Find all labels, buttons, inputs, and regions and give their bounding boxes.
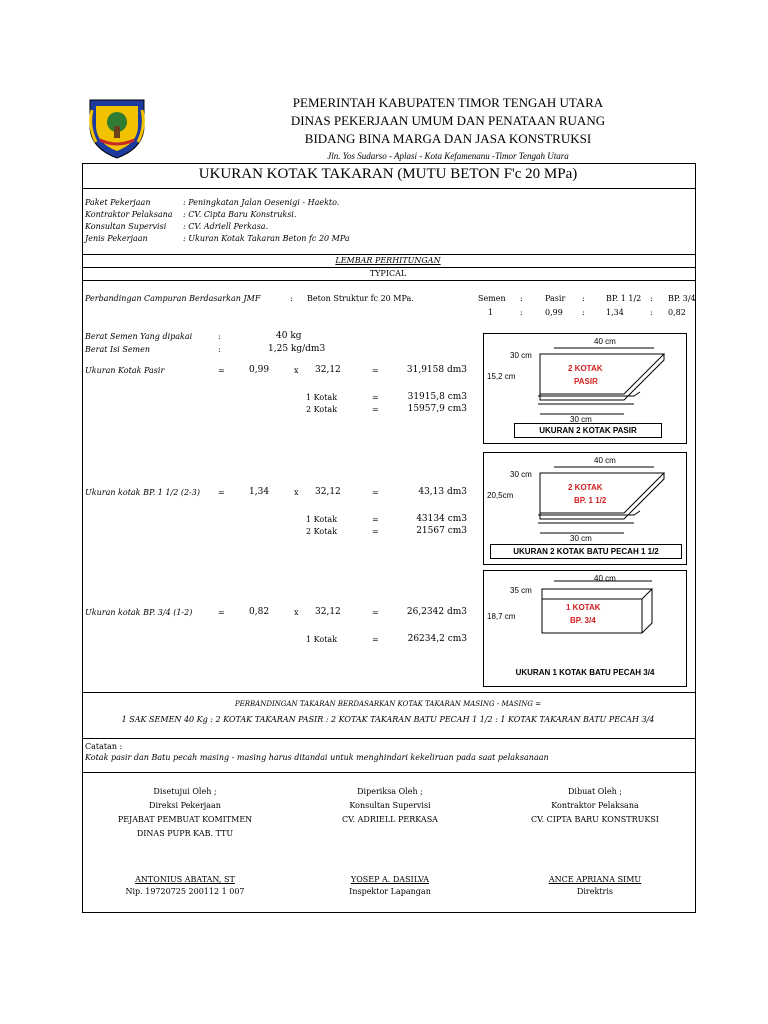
dimension-length: 40 cm — [594, 574, 616, 583]
dimension-width: 30 cm — [510, 470, 532, 479]
cement-weight-label: Berat Semen Yang dipakai — [85, 332, 193, 341]
calc-operator: x — [294, 608, 299, 617]
cement-weight-value: 40 kg — [276, 331, 302, 341]
cement-density-label: Berat Isi Semen — [85, 345, 151, 354]
calc-equals: = — [372, 405, 379, 414]
info-label: Jenis Pekerjaan — [85, 234, 148, 243]
signature-position: Konsultan Supervisi — [349, 801, 431, 810]
box-label: 2 KOTAK — [568, 364, 603, 373]
signature-org: PEJABAT PEMBUAT KOMITMEN — [117, 815, 253, 824]
signature-role: Diperiksa Oleh ; — [357, 787, 423, 796]
ratio-header: : — [582, 294, 585, 303]
signature-name: YOSEP A. DASILVA — [350, 875, 430, 884]
regency-logo — [86, 96, 148, 160]
dimension-height: 20,5cm — [487, 491, 514, 500]
calc-operator: x — [294, 488, 299, 497]
ratio-header: : — [650, 294, 653, 303]
box-diagram — [483, 333, 687, 444]
calc-equals: = — [372, 366, 379, 375]
cement-weight-colon: : — [218, 332, 221, 341]
signature-position: Direksi Pekerjaan — [149, 801, 221, 810]
ratio-header: BP. 1 1/2 — [606, 294, 642, 303]
calc-equals: = — [372, 515, 379, 524]
ratio-cell: 1 — [488, 308, 494, 317]
calc-factor: 1,34 — [249, 487, 270, 497]
box-diagram — [483, 570, 687, 687]
calc-box-value: 15957,9 cm3 — [407, 404, 467, 414]
header-line3: BIDANG BINA MARGA DAN JASA KONSTRUKSI — [304, 131, 592, 146]
ratio-cell: : — [520, 308, 523, 317]
calc-box-label: 2 Kotak — [306, 405, 338, 414]
calc-box-value: 26234,2 cm3 — [407, 634, 467, 644]
ratio-cell: 0,99 — [545, 308, 563, 317]
dimension-width: 35 cm — [510, 586, 532, 595]
summary-heading: PERBANDINGAN TAKARAN BERDASARKAN KOTAK TAKARAN MASING - MASING = — [234, 700, 542, 708]
calc-equals: = — [372, 488, 379, 497]
calc-equals: = — [218, 488, 225, 497]
header-line1: PEMERINTAH KABUPATEN TIMOR TENGAH UTARA — [292, 95, 604, 110]
calc-equals: = — [372, 527, 379, 536]
calc-equals: = — [372, 608, 379, 617]
calc-box-value: 43134 cm3 — [416, 514, 467, 524]
sheet-subtitle: TYPICAL — [369, 269, 407, 278]
signature-role: Disetujui Oleh ; — [153, 787, 217, 796]
dimension-length: 40 cm — [594, 337, 616, 346]
calc-result: 43,13 dm3 — [418, 487, 467, 497]
signature-position: Kontraktor Pelaksana — [551, 801, 639, 810]
info-label: Paket Pekerjaan — [85, 198, 151, 207]
diagram-caption: UKURAN 2 KOTAK PASIR — [514, 423, 662, 438]
calc-base: 32,12 — [315, 487, 341, 497]
calc-box-label: 1 Kotak — [306, 393, 338, 402]
calc-equals: = — [218, 366, 225, 375]
ratio-cell: : — [650, 308, 653, 317]
info-value: : Peningkatan Jalan Oesenigi - Haekto. — [183, 198, 340, 207]
dimension-height: 15,2 cm — [487, 372, 516, 381]
box-label: BP. 1 1/2 — [574, 496, 607, 505]
signature-name: ANCE APRIANA SIMU — [548, 875, 642, 884]
dimension-height: 18,7 cm — [487, 612, 516, 621]
info-label: Konsultan Supervisi — [85, 222, 167, 231]
box-label: BP. 3/4 — [570, 616, 596, 625]
calc-box-label: 1 Kotak — [306, 635, 338, 644]
signature-subtitle: Nip. 19720725 200112 1 007 — [125, 887, 245, 896]
summary-text: 1 SAK SEMEN 40 Kg : 2 KOTAK TAKARAN PASIR : 2 KOTAK TAKARAN BATU PECAH 1 1/2 : 1 KOTAK TAKARAN BATU PECAH 3/4 — [121, 715, 655, 724]
calc-factor: 0,82 — [249, 607, 270, 617]
dimension-bottom: 30 cm — [570, 534, 592, 543]
ratio-header: : — [520, 294, 523, 303]
signature-subtitle: Inspektor Lapangan — [349, 887, 431, 896]
ratio-header: Pasir — [545, 294, 566, 303]
ratio-colon: : — [290, 294, 293, 303]
ratio-header: BP. 3/4 — [668, 294, 696, 303]
dimension-width: 30 cm — [510, 351, 532, 360]
signature-org: CV. ADRIELL PERKASA — [342, 815, 438, 824]
ratio-label: Perbandingan Campuran Berdasarkan JMF — [85, 294, 261, 303]
ratio-cell: 1,34 — [606, 308, 624, 317]
calc-label: Ukuran kotak BP. 3/4 (1-2) — [85, 608, 193, 617]
document-title: UKURAN KOTAK TAKARAN (MUTU BETON F'c 20 MPa) — [198, 166, 578, 182]
notes-text: Kotak pasir dan Batu pecah masing - masing harus ditandai untuk menghindari kekeliruan pada saat pelaksanaan — [85, 753, 549, 762]
box-label: 2 KOTAK — [568, 483, 603, 492]
calc-result: 26,2342 dm3 — [406, 607, 467, 617]
notes-heading: Catatan : — [85, 742, 123, 751]
info-value: : CV. Cipta Baru Konstruksi. — [183, 210, 297, 219]
info-value: : Ukuran Kotak Takaran Beton fc 20 MPa — [183, 234, 350, 243]
signature-org-sub: DINAS PUPR KAB. TTU — [136, 829, 234, 838]
dimension-length: 40 cm — [594, 456, 616, 465]
header-line2: DINAS PEKERJAAN UMUM DAN PENATAAN RUANG — [290, 113, 606, 128]
sheet-title: LEMBAR PERHITUNGAN — [335, 256, 441, 265]
calc-label: Ukuran kotak BP. 1 1/2 (2-3) — [85, 488, 200, 497]
signature-subtitle: Direktris — [576, 887, 614, 896]
calc-equals: = — [218, 608, 225, 617]
ratio-cell: : — [582, 308, 585, 317]
header-address: Jln. Yos Sudarso - Aplasi - Kota Kefamenanu -Timor Tengah Utara — [327, 151, 569, 161]
calc-factor: 0,99 — [249, 365, 270, 375]
box-label: 1 KOTAK — [566, 603, 601, 612]
box-diagram — [483, 452, 687, 565]
calc-box-label: 1 Kotak — [306, 515, 338, 524]
signature-org: CV. CIPTA BARU KONSTRUKSI — [531, 815, 659, 824]
calc-base: 32,12 — [315, 365, 341, 375]
calc-operator: x — [294, 366, 299, 375]
calc-equals: = — [372, 393, 379, 402]
signature-role: Dibuat Oleh ; — [567, 787, 622, 796]
calc-equals: = — [372, 635, 379, 644]
diagram-caption: UKURAN 2 KOTAK BATU PECAH 1 1/2 — [490, 544, 682, 559]
cement-density-value: 1,25 kg/dm3 — [268, 344, 326, 354]
diagram-caption: UKURAN 1 KOTAK BATU PECAH 3/4 — [515, 668, 655, 677]
cement-density-colon: : — [218, 345, 221, 354]
calc-box-label: 2 Kotak — [306, 527, 338, 536]
calc-result: 31,9158 dm3 — [406, 365, 467, 375]
calc-base: 32,12 — [315, 607, 341, 617]
dimension-bottom: 30 cm — [570, 415, 592, 424]
box-label: PASIR — [574, 377, 598, 386]
calc-box-value: 21567 cm3 — [416, 526, 467, 536]
info-value: : CV. Adriell Perkasa. — [183, 222, 269, 231]
info-label: Kontraktor Pelaksana — [85, 210, 173, 219]
ratio-value: Beton Struktur fc 20 MPa. — [307, 294, 414, 303]
signature-name: ANTONIUS ABATAN, ST — [135, 875, 235, 884]
calc-label: Ukuran Kotak Pasir — [85, 366, 165, 375]
calc-box-value: 31915,8 cm3 — [407, 392, 467, 402]
ratio-cell: 0,82 — [668, 308, 686, 317]
ratio-header: Semen — [478, 294, 506, 303]
